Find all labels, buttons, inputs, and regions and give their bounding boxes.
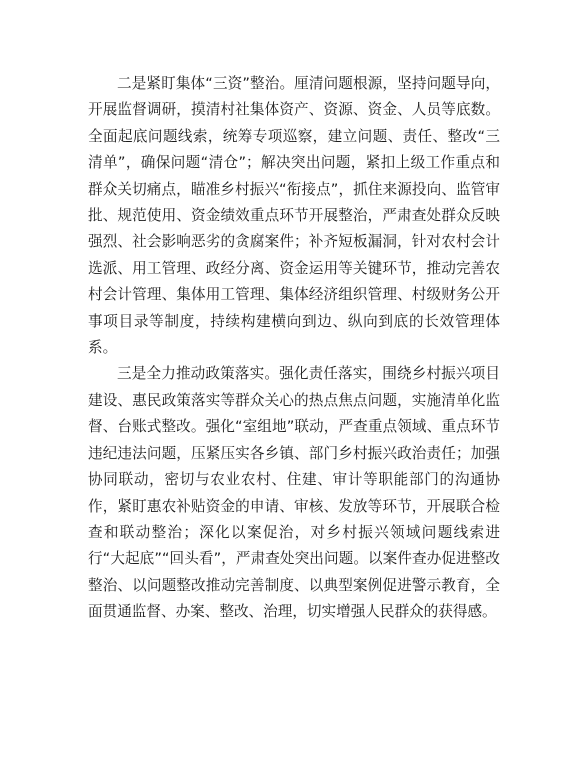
paragraph-collective-assets: 二是紧盯集体“三资”整治。厘清问题根源，坚持问题导向，开展监督调研，摸清村社集体资产、资源、资金、人员等底数。全面起底问题线索，统筹专项巡察，建立问题、责任、整改“三清单”，确保问题“清仓”；解决突出问题，紧扣上级工作重点和群众关切痛点，瞄准乡村振兴“衔接点”，抓住来源投向、监管审批、规范使用、资金绩效重点环节开展整治，严肃查处群众反映强烈、社会影响恶劣的贪腐案件；补齐短板漏洞，针对农村会计选派、用工管理、政经分离、资金运用等关键环节，推动完善农村会计管理、集体用工管理、集体经济组织管理、村级财务公开事项目录等制度，持续构建横向到边、纵向到底的长效管理体系。 [88, 75, 500, 357]
paragraph-policy-implementation: 三是全力推动政策落实。强化责任落实，围绕乡村振兴项目建设、惠民政策落实等群众关心的热点焦点问题，实施清单化监督、台账式整改。强化“室组地”联动，严查重点领域、重点环节违纪违法问题，压紧压实各乡镇、部门乡村振兴政治责任；加强协同联动，密切与农业农村、住建、审计等职能部门的沟通协作，紧盯惠农补贴资金的申请、审核、发放等环节，开展联合检查和联动整治；深化以案促治，对乡村振兴领域问题线索进行“大起底”“回头看”，严肃查处突出问题。以案件查办促进整改整治、以问题整改推动完善制度、以典型案例促进警示教育，全面贯通监督、办案、整改、治理，切实增强人民群众的获得感。 [88, 365, 500, 621]
document-body [88, 71, 500, 626]
